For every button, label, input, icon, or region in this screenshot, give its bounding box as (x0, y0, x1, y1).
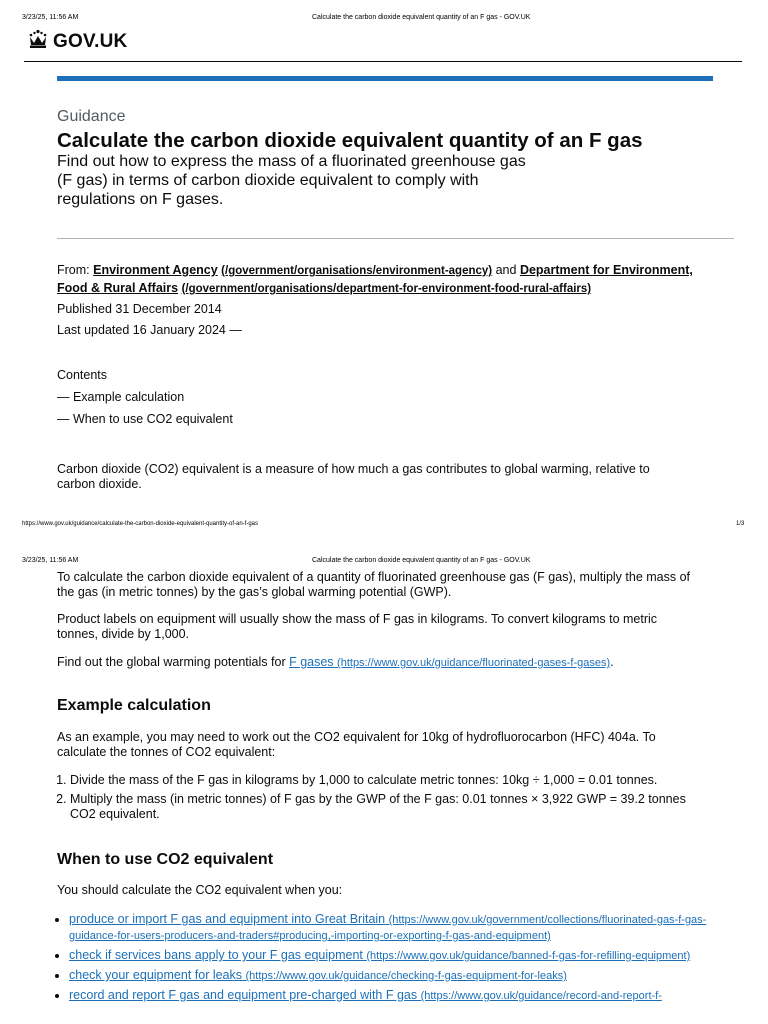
record-report-link[interactable]: record and report F gas and equipment pre-charged with F gas (https://www.gov.uk/guidance/record-and-report-f- (69, 988, 662, 1002)
contents-item-example[interactable]: — Example calculation (57, 390, 185, 404)
list-item (69, 948, 709, 964)
lead-paragraph (57, 152, 557, 209)
print-datetime: 3/23/25, 11:56 AM (22, 14, 79, 21)
from-and: and (495, 263, 517, 277)
from-label: From: (57, 263, 90, 277)
org-link-environment-agency[interactable]: Environment Agency (93, 263, 218, 277)
lead-line: regulations on F gases. (57, 191, 224, 208)
when-list (57, 912, 709, 1008)
produce-import-link[interactable]: produce or import F gas and equipment into Great Britain (https://www.gov.uk/government/collections/fluorinated-gas-f-gas-guidance-for-users-producers-and-traders#producing,-importing-or-exporting-f-gas-and-equipment) (69, 912, 707, 942)
gwp-paragraph: Find out the global warming potentials for F gases (https://www.gov.uk/guidance/fluorinated-gases-f-gases). (57, 655, 614, 669)
print-footer-url: https://www.gov.uk/guidance/calculate-the-carbon-dioxide-equivalent-quantity-of-an-f-gas (22, 521, 259, 527)
org-link-url[interactable]: (/government/organisations/department-for-environment-food-rural-affairs) (181, 283, 592, 295)
logo-text: GOV.UK (53, 30, 128, 52)
page-caption: Guidance (57, 108, 126, 125)
govuk-logo[interactable] (27, 29, 127, 54)
service-bans-link[interactable]: check if services bans apply to your F gas equipment (https://www.gov.uk/guidance/banned-f-gas-for-refilling-equipment) (69, 948, 691, 962)
f-gases-link[interactable]: F gases (https://www.gov.uk/guidance/fluorinated-gases-f-gases) (289, 655, 611, 669)
print-page-number: 1/3 (736, 521, 745, 527)
when-heading: When to use CO2 equivalent (57, 851, 274, 868)
contents-heading: Contents (57, 368, 108, 382)
gwp-prefix: Find out the global warming potentials for (57, 655, 286, 669)
list-item: 2. Multiply the mass (in metric tonnes) of F gas by the GWP of the F gas: 0.01 tonnes × 3,922 GWP = 39.2 tonnes CO2 equivalent. (70, 792, 710, 822)
section-divider (57, 238, 734, 239)
last-updated: Last updated 16 January 2024 — (57, 323, 242, 337)
conversion-paragraph: Product labels on equipment will usually show the mass of F gas in kilograms. To convert kilograms to metric tonnes, divide by 1,000. (57, 612, 658, 641)
print-doc-title: Calculate the carbon dioxide equivalent quantity of an F gas - GOV.UK (312, 557, 531, 564)
list-item (69, 912, 709, 944)
header-divider (24, 61, 742, 62)
intro-paragraph: Carbon dioxide (CO2) equivalent is a measure of how much a gas contributes to global warming, relative to carbon dioxide. (57, 462, 650, 491)
check-leaks-link[interactable]: check your equipment for leaks (https://www.gov.uk/guidance/checking-f-gas-equipment-for-leaks) (69, 968, 567, 982)
published-date: Published 31 December 2014 (57, 302, 222, 316)
crown-icon (27, 29, 49, 54)
org-link-defra[interactable]: Department for Environment, Food & Rural Affairs (57, 263, 693, 295)
lead-line: (F gas) in terms of carbon dioxide equivalent to comply with (57, 172, 479, 189)
list-item: 1. Divide the mass of the F gas in kilograms by 1,000 to calculate metric tonnes: 10kg ÷ 1,000 = 0.01 tonnes. (70, 773, 710, 788)
page-title: Calculate the carbon dioxide equivalent quantity of an F gas (57, 129, 643, 152)
blue-accent-bar (57, 76, 713, 81)
list-item (69, 988, 709, 1004)
org-link-url[interactable]: (/government/organisations/environment-agency) (221, 265, 493, 277)
contents-item-when[interactable]: — When to use CO2 equivalent (57, 412, 233, 426)
calculation-paragraph: To calculate the carbon dioxide equivalent of a quantity of fluorinated greenhouse gas (F gas), multiply the mass of the gas (in metric tonnes) by the gas’s global warming potential (GWP). (57, 570, 691, 599)
print-doc-title: Calculate the carbon dioxide equivalent quantity of an F gas - GOV.UK (312, 14, 531, 21)
example-heading: Example calculation (57, 697, 211, 714)
print-datetime: 3/23/25, 11:56 AM (22, 557, 79, 564)
example-intro: As an example, you may need to work out the CO2 equivalent for 10kg of hydrofluorocarbon (HFC) 404a. To calculate the tonnes of CO2 equivalent: (57, 730, 656, 759)
when-intro: You should calculate the CO2 equivalent when you: (57, 883, 343, 897)
metadata-from (57, 262, 717, 298)
lead-line: Find out how to express the mass of a fluorinated greenhouse gas (57, 153, 526, 170)
example-steps (57, 773, 710, 826)
list-item (69, 968, 709, 984)
